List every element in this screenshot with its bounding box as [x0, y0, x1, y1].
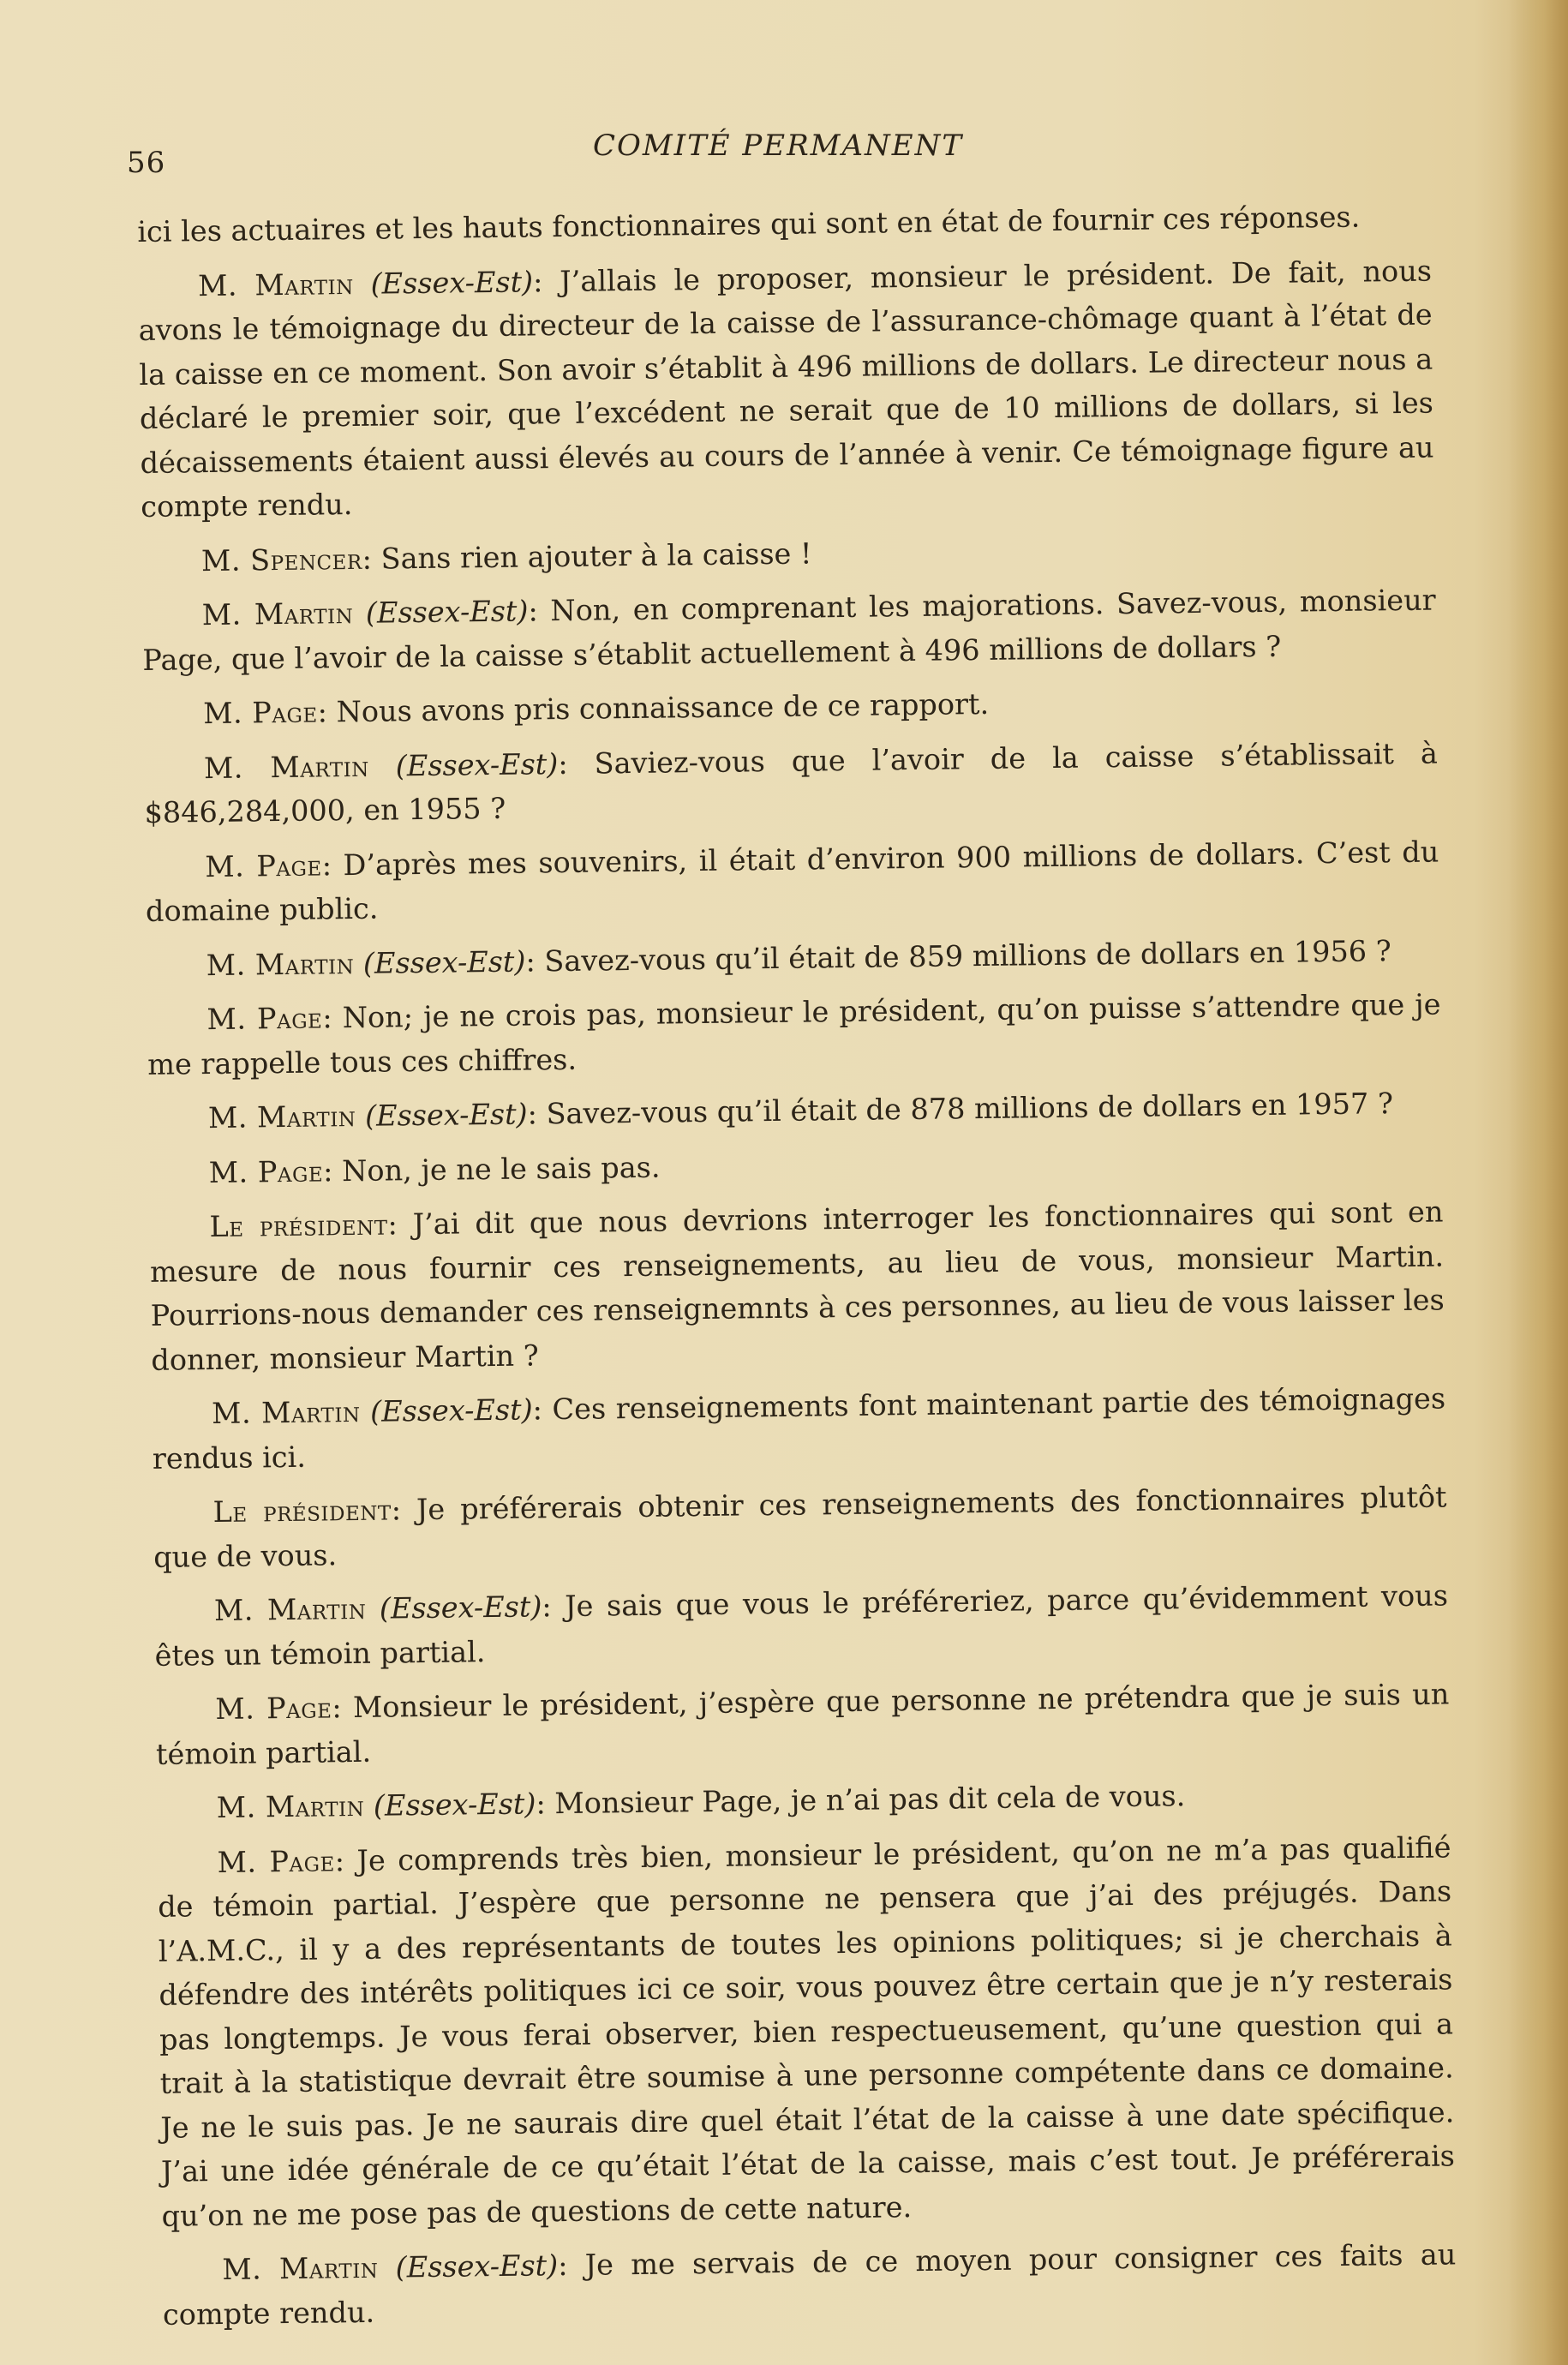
speaker-name: M. Page [202, 695, 318, 731]
speaker-colon: : [557, 2248, 568, 2283]
transcript-paragraph [148, 1081, 1443, 1141]
speaker-colon: : [362, 542, 373, 576]
speaker-name: Le président [212, 1493, 392, 1530]
speaker-colon: : [322, 1153, 333, 1188]
speaker-riding: (Essex-Est) [364, 1097, 528, 1133]
continued-paragraph [137, 195, 1432, 254]
speaker-colon: : [322, 1001, 332, 1035]
transcript-paragraph [148, 1135, 1443, 1195]
speaker-riding: (Essex-Est) [362, 944, 526, 980]
speaker-riding: (Essex-Est) [373, 1787, 536, 1823]
speaker-colon: : [558, 746, 568, 781]
page-edge-shadow [1508, 0, 1568, 2365]
speaker-colon: : [391, 1493, 402, 1527]
paragraph-text: Je comprends très bien, monsieur le président, qu’on ne m’a pas qualifié de témoin partial. J’espère que personne ne pensera que j’ai des préjugés. Dans l’A.M.C., il y a des représentants de toutes les opinions politiques; si je cherchais à défendre des intérêts politiques ici ce soir, vous pouvez être certain que je n’y resterais pas longtemps. Je vous ferai observer, bien respectueusement, qu’une question qui a trait à la statistique devrait être soumise à une personne compétente dans ce domaine. Je ne le suis pas. Je ne saurais dire quel était l’état de la caisse à une date spécifique. J’ai une idée générale de ce qu’était l’état de la caisse, mais c’est tout. Je préférerais qu’on ne me pose pas de questions de cette nature. [157, 1829, 1456, 2233]
transcript-paragraph [149, 1189, 1445, 1381]
page-number: 56 [127, 146, 166, 180]
speaker-colon: : [332, 1691, 342, 1725]
transcript-paragraph [156, 1770, 1451, 1830]
paragraph-text: Savez-vous qu’il était de 859 millions de dollars en 1956 ? [544, 933, 1391, 978]
running-head: COMITÉ PERMANENT [592, 129, 964, 163]
transcript-paragraph [141, 524, 1436, 584]
speaker-colon: : [542, 1590, 552, 1624]
speaker-colon: : [387, 1207, 398, 1242]
transcript-paragraph [141, 578, 1436, 682]
speaker-riding: (Essex-Est) [395, 746, 559, 782]
paragraph-text: Monsieur Page, je n’ai pas dit cela de vous. [554, 1779, 1186, 1821]
speaker-riding: (Essex-Est) [379, 1590, 542, 1626]
speaker-colon: : [527, 1097, 538, 1131]
transcript-paragraph [155, 1672, 1450, 1775]
paragraph-text: Je sais que vous le préféreriez, parce qu’évidemment vous êtes un témoin partial. [154, 1578, 1449, 1673]
transcript-body [137, 195, 1457, 2347]
transcript-paragraph [147, 982, 1441, 1086]
paragraph-text: Non; je ne crois pas, monsieur le président, qu’on puisse s’attendre que je me rappelle tous ces chiffres. [147, 987, 1441, 1081]
speaker-name: M. Martin [213, 1591, 367, 1628]
transcript-paragraph [162, 2232, 1457, 2336]
speaker-colon: : [317, 695, 328, 729]
speaker-name: M. Martin [211, 1394, 361, 1431]
speaker-name: M. Page [217, 1843, 336, 1879]
speaker-name: M. Martin [203, 749, 370, 785]
paragraph-text: J’allais le proposer, monsieur le président. De fait, nous avons le témoignage du directeur de la caisse de l’assurance-chômage quant à l’état de la caisse en ce moment. Son avoir s’établit à 496 millions de dollars. Le directeur nous a déclaré le premier soir, que l’excédent ne serait que de 10 millions de dollars, si les décaissements étaient aussi élevés au cours de l’année à venir. Ce témoignage figure au compte rendu. [138, 254, 1434, 524]
paragraph-text: Monsieur le président, j’espère que personne ne prétendra que je suis un témoin partial. [155, 1677, 1450, 1771]
speaker-name: Le président [209, 1207, 388, 1244]
paragraph-text: Non, en comprenant les majorations. Savez-vous, monsieur Page, que l’avoir de la caisse s’établit actuellement à 496 millions de dollars ? [142, 583, 1436, 677]
transcript-paragraph [157, 1825, 1456, 2238]
transcript-paragraph [143, 677, 1438, 737]
speaker-name: M. Page [206, 1001, 323, 1037]
transcript-paragraph [153, 1475, 1447, 1578]
transcript-paragraph [152, 1376, 1446, 1480]
paragraph-text: Sans rien ajouter à la caisse ! [380, 536, 812, 576]
speaker-colon: : [528, 594, 538, 628]
speaker-colon: : [321, 847, 332, 882]
speaker-name: M. Martin [222, 2250, 379, 2286]
speaker-colon: : [536, 1787, 546, 1821]
paragraph-text: Non, je ne le sais pas. [341, 1150, 661, 1188]
speaker-colon: : [525, 943, 536, 979]
transcript-paragraph [145, 829, 1439, 933]
transcript-paragraph [146, 928, 1440, 988]
speaker-riding: (Essex-Est) [365, 594, 529, 630]
speaker-name: M. Martin [207, 1099, 356, 1135]
paragraph-text: Je me servais de ce moyen pour consigner ces faits au compte rendu. [162, 2237, 1457, 2332]
speaker-name: M. Spencer [200, 542, 362, 578]
paragraph-text: D’après mes souvenirs, il était d’environ 900 millions de dollars. C’est du domaine public. [145, 834, 1439, 928]
speaker-riding: (Essex-Est) [370, 264, 534, 301]
paragraph-text: Ces renseignements font maintenant partie des témoignages rendus ici. [152, 1381, 1446, 1476]
speaker-name: M. Martin [201, 596, 354, 632]
paragraph-text: Savez-vous qu’il était de 878 millions de dollars en 1957 ? [546, 1087, 1394, 1131]
transcript-paragraph [154, 1573, 1449, 1677]
paragraph-text: Nous avons pris connaissance de ce rapport. [336, 686, 990, 729]
speaker-name: M. Martin [206, 946, 355, 982]
speaker-name: M. Martin [197, 266, 354, 302]
speaker-colon: : [532, 264, 543, 298]
transcript-paragraph [138, 248, 1435, 529]
speaker-name: M. Page [215, 1691, 332, 1727]
paragraph-text: Saviez-vous que l’avoir de la caisse s’établissait à $846,284,000, en 1955 ? [144, 736, 1439, 829]
paragraph-text: ici les actuaires et les hauts fonctionnaires qui sont en état de fournir ces réponses. [137, 200, 1361, 248]
speaker-name: M. Page [205, 847, 322, 883]
paragraph-text: Je préférerais obtenir ces renseignements des fonctionnaires plutôt que de vous. [153, 1480, 1447, 1574]
speaker-colon: : [334, 1843, 345, 1877]
paragraph-text: J’ai dit que nous devrions interroger les fonctionnaires qui sont en mesure de nous fournir ces renseignements, au lieu de vous, monsieur Martin. Pourrions-nous demander ces renseignemnts à ces personnes, au lieu de vous laisser les donner, monsieur Martin ? [149, 1194, 1445, 1377]
transcript-paragraph [144, 731, 1439, 835]
speaker-name: M. Martin [216, 1788, 365, 1825]
page-header [127, 129, 1429, 180]
speaker-name: M. Page [208, 1153, 324, 1189]
speaker-riding: (Essex-Est) [369, 1392, 533, 1428]
speaker-colon: : [532, 1392, 543, 1427]
speaker-riding: (Essex-Est) [395, 2248, 559, 2284]
